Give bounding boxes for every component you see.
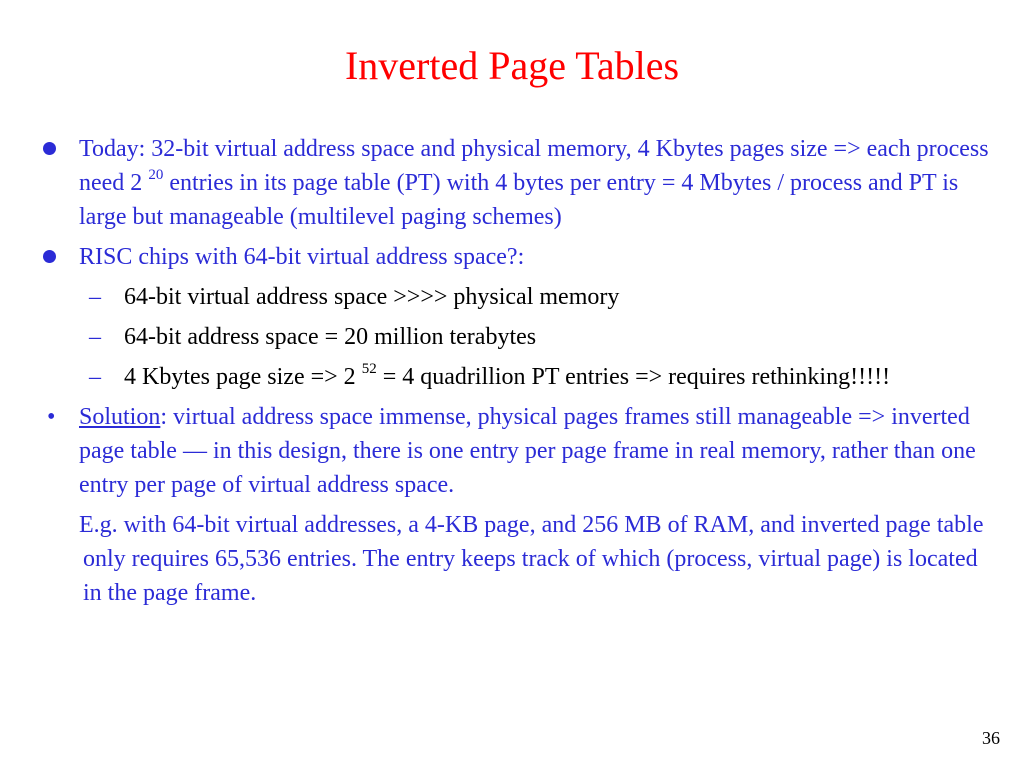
bullet-dot-icon	[43, 142, 56, 155]
sub-item-page-size	[40, 360, 990, 394]
solution-label: Solution	[79, 404, 161, 430]
sub-item-address-space	[40, 280, 990, 314]
slide-title: Inverted Page Tables	[344, 43, 680, 88]
sub-item-text: 64-bit virtual address space >>>> physical memory	[124, 284, 620, 310]
exponent-52: 52	[361, 361, 377, 377]
dash-icon: –	[89, 284, 101, 310]
bullet-text-post: entries in its page table (PT) with 4 bytes per entry = 4 Mbytes / process and PT is large but manageable (multilevel paging schemes)	[79, 170, 959, 230]
dash-icon: –	[89, 364, 101, 390]
sub-item-terabytes	[40, 320, 990, 354]
bullet-item-risc	[40, 240, 990, 274]
page-number: 36	[982, 728, 1000, 748]
example-paragraph	[40, 508, 990, 610]
dash-icon: –	[89, 324, 101, 350]
bullet-item-solution	[40, 400, 990, 502]
bullet-dot-icon	[43, 250, 56, 263]
bullet-text: RISC chips with 64-bit virtual address space?:	[79, 244, 525, 270]
slide-content	[40, 132, 990, 616]
bullet-text-pre: Today: 32-bit virtual address space and physical memory, 4 Kbytes pages size => each process need 2	[79, 136, 989, 196]
sub-item-text-pre: 4 Kbytes page size => 2	[124, 364, 362, 390]
bullet-small-icon: •	[47, 404, 56, 430]
exponent-20: 20	[148, 167, 164, 183]
solution-text: : virtual address space immense, physical pages frames still manageable => inverted page table — in this design, there is one entry per page frame in real memory, rather than one entry per page of virtual address space.	[79, 404, 976, 498]
bullet-item-today	[40, 132, 990, 234]
example-text: E.g. with 64-bit virtual addresses, a 4-KB page, and 256 MB of RAM, and inverted page table only requires 65,536 entries. The entry keeps track of which (process, virtual page) is located in the page frame.	[79, 512, 984, 606]
sub-item-text: 64-bit address space = 20 million terabytes	[124, 324, 537, 350]
sub-item-text-post: = 4 quadrillion PT entries => requires rethinking!!!!!	[376, 364, 891, 390]
